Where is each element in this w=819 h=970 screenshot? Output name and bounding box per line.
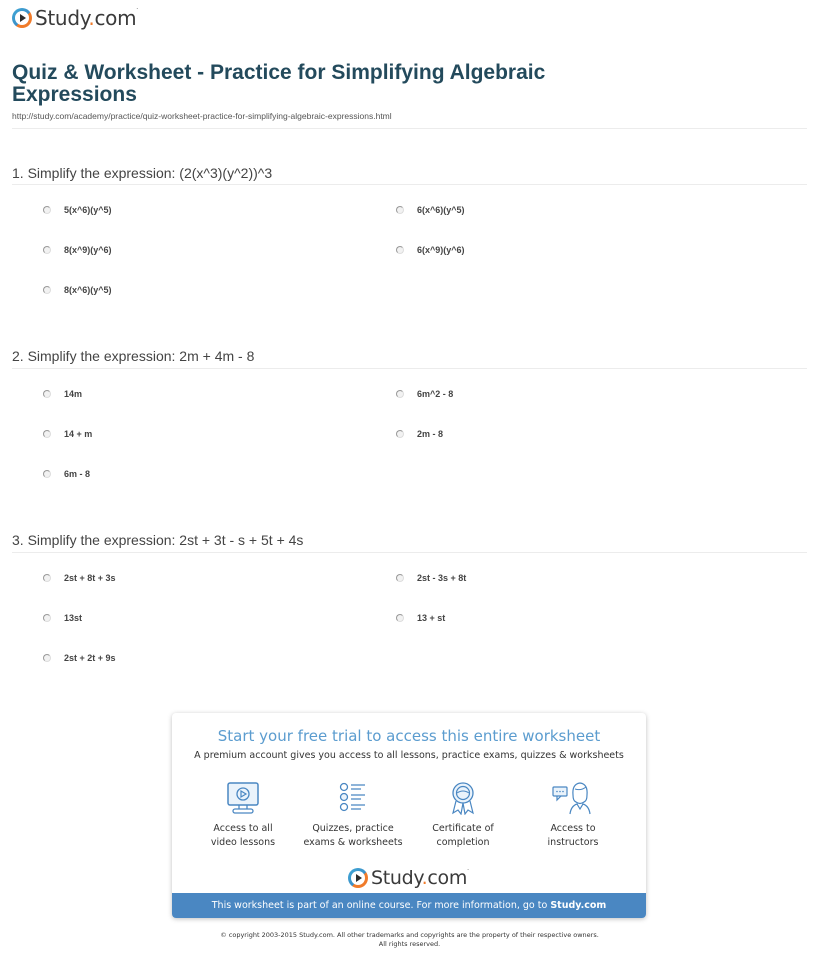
q3-option-a[interactable] bbox=[43, 573, 116, 583]
instructor-chat-icon bbox=[551, 781, 595, 815]
feature-video-lessons bbox=[188, 781, 298, 850]
feature-label: completion bbox=[436, 837, 490, 848]
page-title: Quiz & Worksheet - Practice for Simplifying Algebraic Expressions bbox=[12, 61, 546, 106]
promo-info-bar bbox=[172, 893, 646, 918]
page-url: http://study.com/academy/practice/quiz-worksheet-practice-for-simplifying-algebraic-expressions.html bbox=[12, 111, 392, 121]
q1-option-a[interactable] bbox=[43, 205, 112, 215]
q3-option-c[interactable] bbox=[43, 613, 82, 623]
logo-wordmark: Study.com· bbox=[371, 867, 469, 889]
feature-label: instructors bbox=[547, 837, 599, 848]
radio-button[interactable] bbox=[43, 654, 51, 662]
study-com-link[interactable]: Study.com bbox=[550, 900, 607, 911]
option-label: 6(x^6)(y^5) bbox=[417, 205, 465, 215]
radio-button[interactable] bbox=[43, 574, 51, 582]
q1-option-b[interactable] bbox=[396, 205, 465, 215]
q1-option-d[interactable] bbox=[396, 245, 465, 255]
promo-subline: A premium account gives you access to all lessons, practice exams, quizzes & worksheets bbox=[194, 750, 624, 761]
radio-button[interactable] bbox=[43, 430, 51, 438]
radio-button[interactable] bbox=[396, 390, 404, 398]
divider bbox=[12, 552, 807, 553]
radio-button[interactable] bbox=[43, 286, 51, 294]
divider bbox=[12, 368, 807, 369]
option-label: 2st - 3s + 8t bbox=[417, 573, 467, 583]
option-label: 6m - 8 bbox=[64, 469, 91, 479]
radio-button[interactable] bbox=[396, 206, 404, 214]
certificate-ribbon-icon bbox=[445, 781, 481, 815]
radio-button[interactable] bbox=[396, 574, 404, 582]
option-label: 14 + m bbox=[64, 429, 93, 439]
logo-wordmark: Study.com· bbox=[35, 6, 138, 30]
copyright-footer bbox=[0, 931, 819, 949]
q2-option-a[interactable] bbox=[43, 389, 82, 399]
study-logo[interactable] bbox=[12, 6, 138, 30]
question-2-prompt: 2. Simplify the expression: 2m + 4m - 8 bbox=[12, 348, 255, 364]
radio-button[interactable] bbox=[396, 430, 404, 438]
checklist-icon bbox=[335, 781, 371, 815]
radio-button[interactable] bbox=[43, 614, 51, 622]
option-label: 8(x^6)(y^5) bbox=[64, 285, 112, 295]
radio-button[interactable] bbox=[396, 614, 404, 622]
free-trial-promo bbox=[172, 713, 646, 918]
option-label: 5(x^6)(y^5) bbox=[64, 205, 112, 215]
q3-option-d[interactable] bbox=[396, 613, 445, 623]
radio-button[interactable] bbox=[396, 246, 404, 254]
promo-bar-text: This worksheet is part of an online course. For more information, go to bbox=[211, 900, 551, 911]
option-label: 2m - 8 bbox=[417, 429, 444, 439]
play-circle-icon bbox=[348, 868, 368, 888]
feature-certificate bbox=[408, 781, 518, 850]
feature-label: Certificate of bbox=[432, 823, 494, 834]
option-label: 6m^2 - 8 bbox=[417, 389, 454, 399]
option-label: 2st + 8t + 3s bbox=[64, 573, 116, 583]
feature-label: Access to all bbox=[213, 823, 273, 834]
feature-label: Quizzes, practice bbox=[312, 823, 394, 834]
feature-instructors bbox=[518, 781, 628, 850]
question-3-prompt: 3. Simplify the expression: 2st + 3t - s + 5t + 4s bbox=[12, 532, 304, 548]
feature-label: video lessons bbox=[210, 837, 276, 848]
divider bbox=[12, 184, 807, 185]
q3-option-b[interactable] bbox=[396, 573, 466, 583]
video-monitor-icon bbox=[225, 781, 261, 815]
promo-headline[interactable]: Start your free trial to access this entire worksheet bbox=[217, 727, 601, 745]
q1-option-e[interactable] bbox=[43, 285, 112, 295]
q2-option-d[interactable] bbox=[396, 429, 443, 439]
promo-study-logo[interactable] bbox=[348, 867, 469, 889]
feature-label: exams & worksheets bbox=[303, 837, 403, 848]
option-label: 14m bbox=[64, 389, 83, 399]
option-label: 13st bbox=[64, 613, 83, 623]
copyright-line: © copyright 2003-2015 Study.com. All other trademarks and copyrights are the property of their respective owners. bbox=[220, 931, 599, 939]
option-label: 6(x^9)(y^6) bbox=[417, 245, 465, 255]
option-label: 2st + 2t + 9s bbox=[64, 653, 116, 663]
play-circle-icon bbox=[12, 8, 32, 28]
q2-option-b[interactable] bbox=[396, 389, 453, 399]
question-1-prompt: 1. Simplify the expression: (2(x^3)(y^2))^3 bbox=[12, 165, 273, 181]
q2-option-e[interactable] bbox=[43, 469, 90, 479]
q3-option-e[interactable] bbox=[43, 653, 116, 663]
feature-quizzes bbox=[298, 781, 408, 850]
feature-label: Access to bbox=[550, 823, 596, 834]
radio-button[interactable] bbox=[43, 470, 51, 478]
option-label: 8(x^9)(y^6) bbox=[64, 245, 112, 255]
radio-button[interactable] bbox=[43, 206, 51, 214]
radio-button[interactable] bbox=[43, 390, 51, 398]
rights-line: All rights reserved. bbox=[378, 940, 441, 948]
q2-option-c[interactable] bbox=[43, 429, 92, 439]
divider bbox=[12, 128, 807, 129]
radio-button[interactable] bbox=[43, 246, 51, 254]
option-label: 13 + st bbox=[417, 613, 446, 623]
q1-option-c[interactable] bbox=[43, 245, 112, 255]
